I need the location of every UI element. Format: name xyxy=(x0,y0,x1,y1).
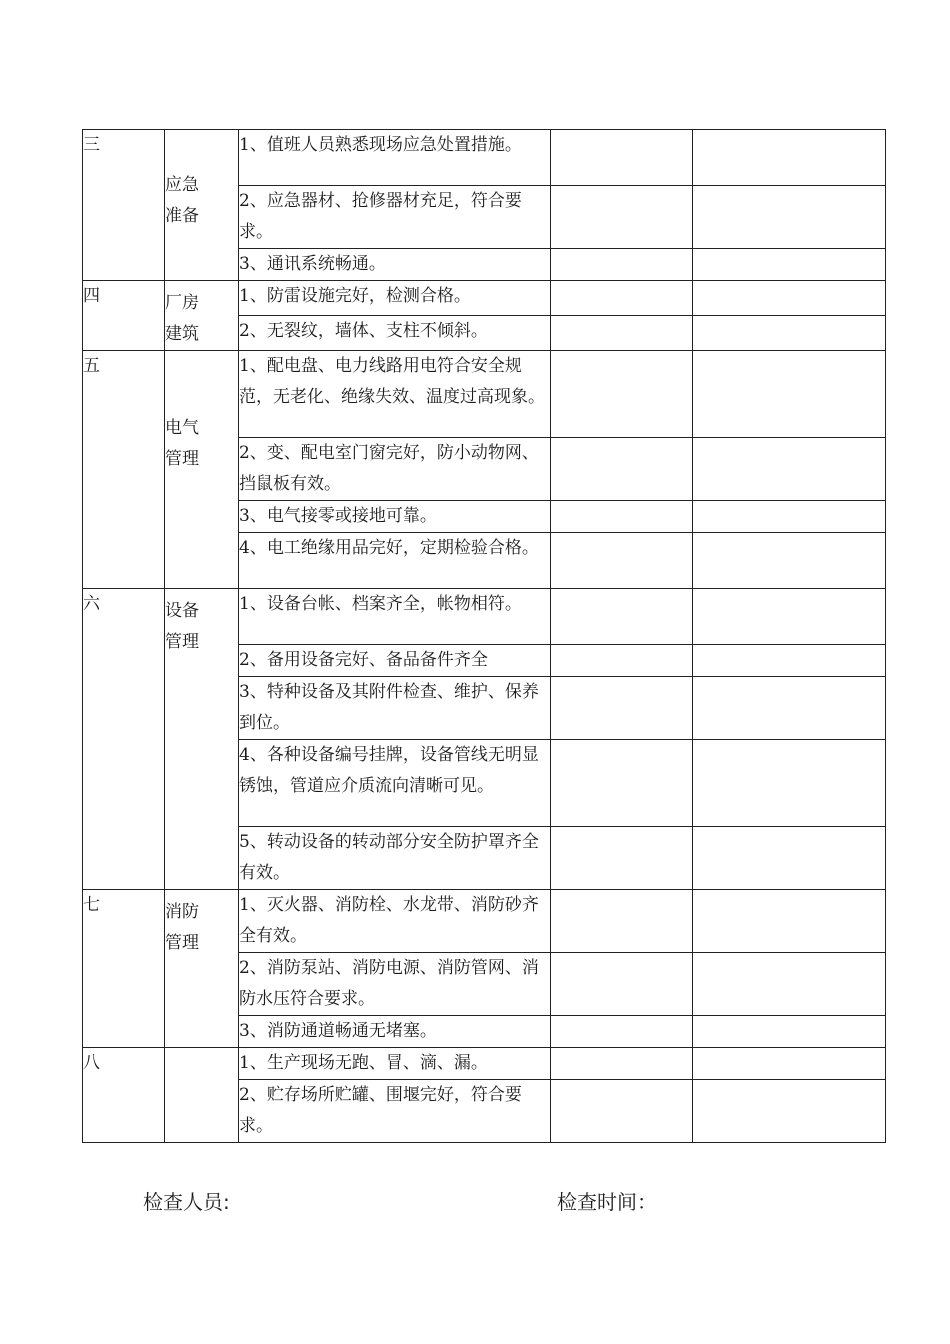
section-number: 六 xyxy=(83,589,165,890)
check-remark-cell[interactable] xyxy=(693,438,886,501)
check-remark-cell[interactable] xyxy=(693,186,886,249)
check-item: 2、消防泵站、消防电源、消防管网、消防水压符合要求。 xyxy=(239,953,551,1016)
check-item: 1、防雷设施完好，检测合格。 xyxy=(239,281,551,316)
check-result-cell[interactable] xyxy=(551,1016,693,1048)
section-category xyxy=(165,130,239,281)
check-item: 1、值班人员熟悉现场应急处置措施。 xyxy=(239,130,551,186)
section-number: 四 xyxy=(83,281,165,351)
check-remark-cell[interactable] xyxy=(693,740,886,827)
check-remark-cell[interactable] xyxy=(693,1080,886,1143)
check-result-cell[interactable] xyxy=(551,645,693,677)
section-category xyxy=(165,890,239,1048)
section-category xyxy=(165,1048,239,1143)
check-result-cell[interactable] xyxy=(551,1080,693,1143)
check-item: 2、备用设备完好、备品备件齐全 xyxy=(239,645,551,677)
check-result-cell[interactable] xyxy=(551,533,693,589)
check-remark-cell[interactable] xyxy=(693,1048,886,1080)
table-row xyxy=(83,589,886,645)
check-remark-cell[interactable] xyxy=(693,589,886,645)
check-result-cell[interactable] xyxy=(551,186,693,249)
check-item: 4、各种设备编号挂牌，设备管线无明显锈蚀，管道应介质流向清晰可见。 xyxy=(239,740,551,827)
check-item: 3、通讯系统畅通。 xyxy=(239,249,551,281)
check-result-cell[interactable] xyxy=(551,1048,693,1080)
check-result-cell[interactable] xyxy=(551,130,693,186)
check-remark-cell[interactable] xyxy=(693,249,886,281)
check-item: 3、特种设备及其附件检查、维护、保养到位。 xyxy=(239,677,551,740)
check-remark-cell[interactable] xyxy=(693,953,886,1016)
check-remark-cell[interactable] xyxy=(693,281,886,316)
check-remark-cell[interactable] xyxy=(693,130,886,186)
check-result-cell[interactable] xyxy=(551,438,693,501)
section-number: 七 xyxy=(83,890,165,1048)
section-number: 三 xyxy=(83,130,165,281)
section-category-label: 消防管理 xyxy=(165,902,199,953)
check-item: 1、设备台帐、档案齐全，帐物相符。 xyxy=(239,589,551,645)
check-result-cell[interactable] xyxy=(551,589,693,645)
inspector-label: 检查人员: xyxy=(143,1190,230,1214)
section-category-label: 电气管理 xyxy=(165,418,199,469)
check-result-cell[interactable] xyxy=(551,953,693,1016)
check-item: 3、电气接零或接地可靠。 xyxy=(239,501,551,533)
check-remark-cell[interactable] xyxy=(693,501,886,533)
inspection-time-label: 检查时间： xyxy=(557,1190,657,1214)
section-category-label: 设备管理 xyxy=(165,601,199,652)
section-number: 五 xyxy=(83,351,165,589)
check-remark-cell[interactable] xyxy=(693,316,886,351)
check-item: 1、灭火器、消防栓、水龙带、消防砂齐全有效。 xyxy=(239,890,551,953)
table-row xyxy=(83,890,886,953)
section-category xyxy=(165,589,239,890)
check-remark-cell[interactable] xyxy=(693,351,886,438)
section-category-label: 应急准备 xyxy=(165,175,199,226)
section-category xyxy=(165,351,239,589)
table-row xyxy=(83,351,886,438)
check-result-cell[interactable] xyxy=(551,740,693,827)
section-number: 八 xyxy=(83,1048,165,1143)
table-row xyxy=(83,281,886,316)
check-remark-cell[interactable] xyxy=(693,827,886,890)
check-item: 5、转动设备的转动部分安全防护罩齐全有效。 xyxy=(239,827,551,890)
inspection-table-body xyxy=(83,130,886,1143)
check-item: 2、贮存场所贮罐、围堰完好，符合要求。 xyxy=(239,1080,551,1143)
check-item: 2、应急器材、抢修器材充足，符合要求。 xyxy=(239,186,551,249)
check-item: 2、变、配电室门窗完好，防小动物网、挡鼠板有效。 xyxy=(239,438,551,501)
check-result-cell[interactable] xyxy=(551,316,693,351)
check-result-cell[interactable] xyxy=(551,890,693,953)
check-item: 3、消防通道畅通无堵塞。 xyxy=(239,1016,551,1048)
check-item: 2、无裂纹，墙体、支柱不倾斜。 xyxy=(239,316,551,351)
table-row xyxy=(83,130,886,186)
check-remark-cell[interactable] xyxy=(693,677,886,740)
check-remark-cell[interactable] xyxy=(693,533,886,589)
check-remark-cell[interactable] xyxy=(693,890,886,953)
check-result-cell[interactable] xyxy=(551,281,693,316)
check-result-cell[interactable] xyxy=(551,827,693,890)
check-result-cell[interactable] xyxy=(551,677,693,740)
section-category-label: 厂房建筑 xyxy=(165,293,199,344)
inspection-table xyxy=(82,129,886,1143)
check-result-cell[interactable] xyxy=(551,249,693,281)
check-remark-cell[interactable] xyxy=(693,645,886,677)
check-item: 1、生产现场无跑、冒、滴、漏。 xyxy=(239,1048,551,1080)
check-item: 1、配电盘、电力线路用电符合安全规范，无老化、绝缘失效、温度过高现象。 xyxy=(239,351,551,438)
check-item: 4、电工绝缘用品完好，定期检验合格。 xyxy=(239,533,551,589)
table-row xyxy=(83,1048,886,1080)
check-result-cell[interactable] xyxy=(551,501,693,533)
check-remark-cell[interactable] xyxy=(693,1016,886,1048)
check-result-cell[interactable] xyxy=(551,351,693,438)
section-category xyxy=(165,281,239,351)
